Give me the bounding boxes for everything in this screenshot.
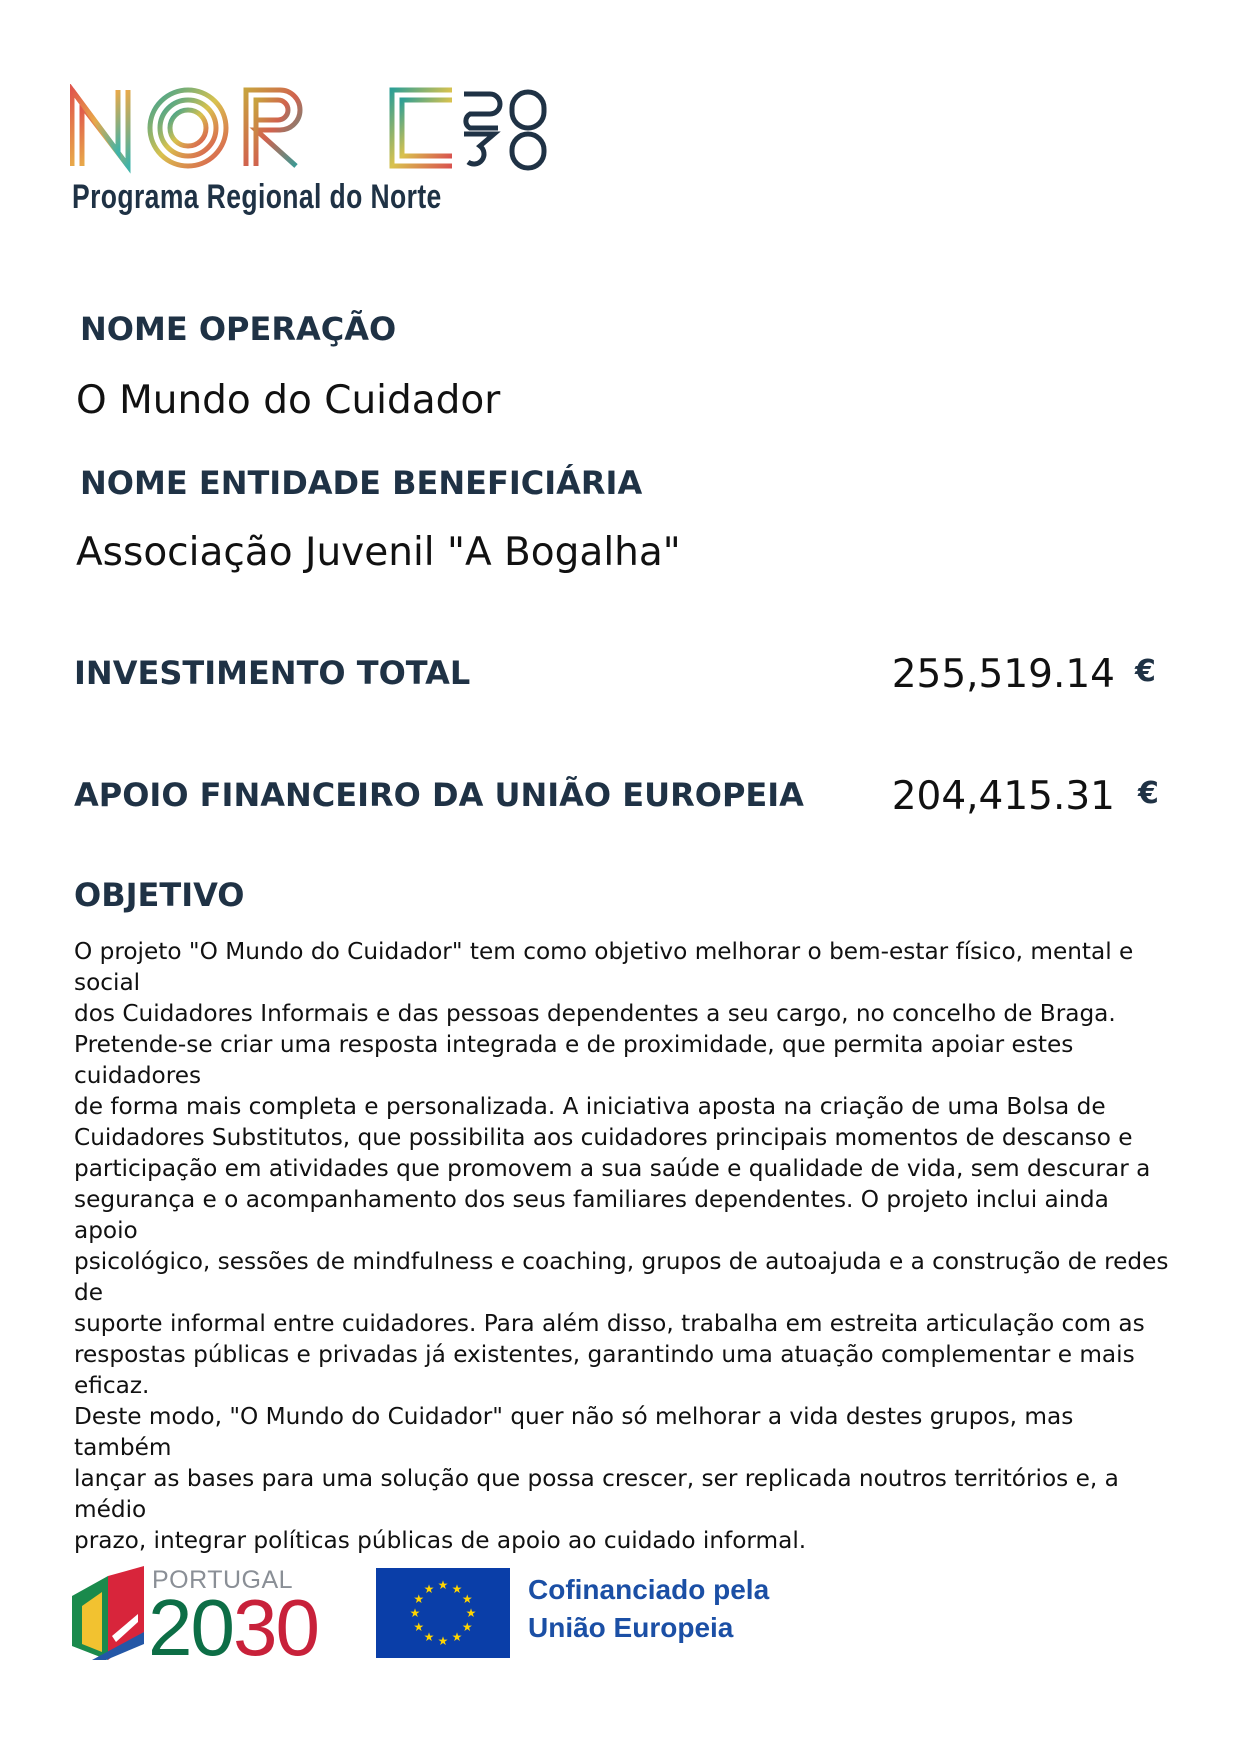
portugal-year [148,1583,318,1672]
objective-line: Pretende-se criar uma resposta integrada e de proximidade, que permita apoiar estes cuidadores [74,1031,1074,1089]
portugal-year-part: 30 [232,1583,318,1672]
objective-line: O projeto "O Mundo do Cuidador" tem como objetivo melhorar o bem-estar físico, mental e social [74,938,1134,996]
objective-line: Cuidadores Substitutos, que possibilita aos cuidadores principais momentos de descanso e [74,1124,1133,1151]
eu-star-icon: ★ [413,1592,425,1606]
eu-flag-icon [376,1568,510,1658]
eu-star-icon: ★ [437,1634,449,1648]
objective-line: dos Cuidadores Informais e das pessoas dependentes a seu cargo, no concelho de Braga. [74,1000,1116,1027]
eu-star-icon: ★ [423,1630,435,1645]
eu-support-amount: 204,415.31 [891,774,1115,819]
objective-line: Deste modo, "O Mundo do Cuidador" quer não só melhorar a vida destes grupos, mas também [74,1403,1074,1461]
eu-star-icon: ★ [465,1606,477,1620]
operation-value: O Mundo do Cuidador [76,378,501,423]
investment-amount: 255,519.14 [891,652,1115,697]
objective-line: lançar as bases para uma solução que possa crescer, ser replicada noutros territórios e, a médio [74,1465,1119,1523]
norte2030-subtitle: Programa Regional do Norte [72,178,442,216]
investment-currency: € [1135,654,1156,689]
entity-value: Associação Juvenil "A Bogalha" [76,530,681,575]
portugal-year-part: 20 [148,1583,233,1672]
portugal-word: PORTUGAL [152,1566,294,1594]
eu-support-currency: € [1138,776,1159,811]
objective-line: segurança e o acompanhamento dos seus familiares dependentes. O projeto inclui ainda apoio [74,1186,1109,1244]
eu-star-icon: ★ [451,1581,463,1596]
eu-star-icon: ★ [451,1630,463,1645]
eu-star-icon: ★ [461,1592,473,1606]
eu-star-icon: ★ [409,1606,421,1620]
investment-label: INVESTIMENTO TOTAL [74,654,471,692]
objective-line: prazo, integrar políticas públicas de apoio ao cuidado informal. [74,1527,807,1554]
entity-label: NOME ENTIDADE BENEFICIÁRIA [80,464,643,502]
eu-star-icon: ★ [413,1620,425,1634]
eu-cofinanced-line2: União Europeia [528,1612,734,1643]
eu-star-icon: ★ [461,1620,473,1634]
portugal2030-flag-icon [72,1566,144,1660]
objective-label: OBJETIVO [74,876,245,914]
eu-support-label: APOIO FINANCEIRO DA UNIÃO EUROPEIA [74,776,804,814]
objective-line: participação em atividades que promovem a sua saúde e qualidade de vida, sem descurar a [74,1155,1151,1182]
objective-line: de forma mais completa e personalizada. A iniciativa aposta na criação de uma Bolsa de [74,1093,1106,1120]
eu-star-icon: ★ [423,1581,435,1596]
objective-line: respostas públicas e privadas já existentes, garantindo uma atuação complementar e mais eficaz. [74,1341,1135,1399]
eu-cofinanced-line1: Cofinanciado pela [528,1574,770,1605]
objective-line: psicológico, sessões de mindfulness e coaching, grupos de autoajuda e a construção de redes de [74,1248,1169,1306]
eu-star-icon: ★ [437,1578,449,1592]
norte2030-wordmark [70,84,590,174]
operation-label: NOME OPERAÇÃO [80,310,397,348]
objective-line: suporte informal entre cuidadores. Para além disso, trabalha em estreita articulação com as [74,1310,1145,1337]
objective-text [74,936,1174,1556]
